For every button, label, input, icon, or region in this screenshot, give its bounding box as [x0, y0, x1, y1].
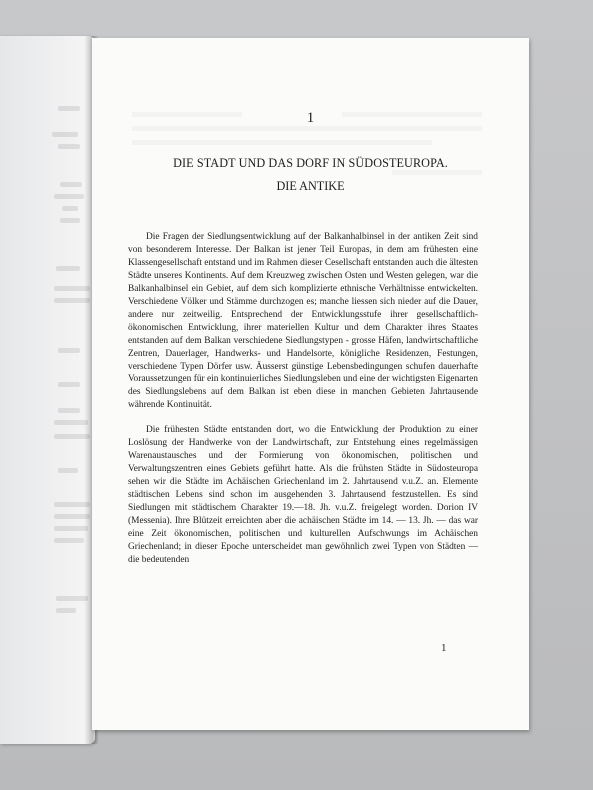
book-page [92, 38, 529, 730]
paragraph: Die frühesten Städte entstanden dort, wo die Entwicklung der Produktion zu einer Loslösung der Handwerke von der Landwirtschaft, zur Entstehung eines regelmässigen Warenaustausches und der Formierung von ökonomischen, politischen und Verwaltungszentren eines Gebiets geführt hatte. Als die frühsten Städte in Südosteuropa sehen wir die Städte im Achäischen Griechenland im 2. Jahrtausend v.u.Z. an. Elemente städtischen Lebens sind schon im ausgehenden 3. Jahrtausend festzustellen. Es sind Siedlungen mit städtischem Charakter 19.—18. Jh. v.u.Z. freigelegt worden. Dorion IV (Messenia). Ihre Blützeit erreichten aber die achäischen Städte im 14. — 13. Jh. — das war eine Zeit ökonomischen, politischen und kulturellen Aufschwungs im Achäischen Griechenland; in dieser Epoche unterscheidet man gewöhnlich zwei Typen von Städten — die bedeutenden [128, 425, 478, 565]
chapter-subtitle: DIE ANTIKE [276, 179, 345, 193]
body-text [128, 231, 478, 567]
chapter-title: DIE STADT UND DAS DORF IN SÜDOSTEUROPA. [173, 156, 448, 170]
paragraph: Die Fragen der Siedlungsentwicklung auf der Balkanhalbinsel in der antiken Zeit sind von besonderem Interesse. Der Balkan ist jener Teil Europas, in dem am frühesten eine Klassengesellschaft entstand und im Rahmen dieser Cesellschaft entstanden auch die ältesten Städte unseres Kontinents. Auf dem Kreuzweg zwischen Osten und Westen gelegen, war die Balkanhalbinsel ein Gebiet, auf dem sich komplizierte ethnische Verhältnisse entwickelten. Verschiedene Völker und Stämme durchzogen es; manche liessen sich nieder auf die Dauer, andere nur zeitweilig. Entsprechend der Entwicklungsstufe ihrer gesellschaftlich-ökonomischen Entwicklung, ihrer materiellen Kultur und dem Charakter ihres Staates entstanden auf dem Balkan verschiedene Siedlungstypen - grosse Häfen, landwirtschaftliche Zentren, Dauerlager, Handwerks- und Handelsorte, königliche Residenzen, Festungen, verschiedene Typen Dörfer usw. Äusserst günstige Lebensbedingungen schufen dauerhafte Voraussetzungen für ein kontinuierliches Siedlungsleben und eine der wichtigsten Eigenarten des Siedlungslebens auf dem Balkan ist eben diese in manchen Gebieten Jahrtausende währende Kontinuität. [128, 232, 478, 411]
page-number: 1 [441, 642, 447, 654]
facing-page-left [0, 36, 95, 744]
chapter-number: 1 [306, 110, 315, 126]
